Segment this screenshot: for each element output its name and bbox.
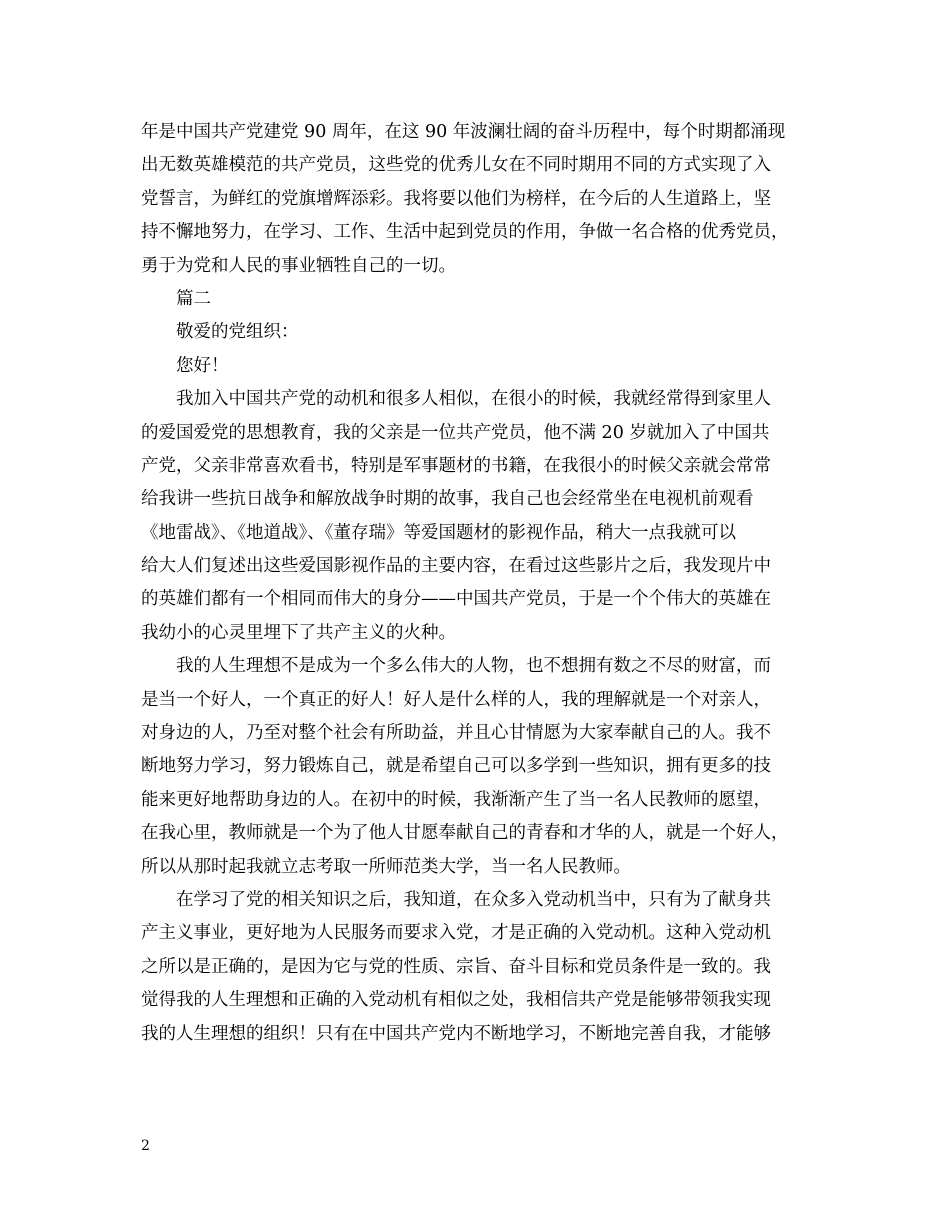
text-line: 给我讲一些抗日战争和解放战争时期的故事，我自己也会经常坐在电视机前观看	[141, 489, 754, 510]
page-number: 2	[141, 1138, 150, 1154]
text-line: 勇于为党和人民的事业牺牲自己的一切。	[141, 255, 456, 276]
text-line: 的爱国爱党的思想教育，我的父亲是一位共产党员，他不满 20 岁就加入了中国共	[141, 422, 770, 443]
text-line: 在学习了党的相关知识之后，我知道，在众多入党动机当中，只有为了献身共	[176, 889, 771, 910]
text-line: 《地雷战》、《地道战》、《董存瑞》等爱国题材的影视作品，稍大一点我就可以	[141, 522, 736, 543]
text-line: 所以从那时起我就立志考取一所师范类大学，当一名人民教师。	[141, 856, 631, 877]
text-line: 我加入中国共产党的动机和很多人相似，在很小的时候，我就经常得到家里人	[176, 389, 771, 410]
text-line: 的英雄们都有一个相同而伟大的身分——中国共产党员，于是一个个伟大的英雄在	[141, 589, 771, 610]
text-line: 能来更好地帮助身边的人。在初中的时候，我渐渐产生了当一名人民教师的愿望，	[141, 789, 771, 810]
text-line: 在我心里，教师就是一个为了他人甘愿奉献自己的青春和才华的人，就是一个好人，	[141, 823, 789, 844]
text-line: 我的人生理想的组织！只有在中国共产党内不断地学习，不断地完善自我，才能够	[141, 1023, 771, 1044]
text-line: 敬爱的党组织：	[176, 322, 299, 343]
text-line: 对身边的人，乃至对整个社会有所助益，并且心甘情愿为大家奉献自己的人。我不	[141, 723, 771, 744]
text-line: 产党，父亲非常喜欢看书，特别是军事题材的书籍，在我很小的时候父亲就会常常	[141, 455, 771, 476]
text-line: 出无数英雄模范的共产党员，这些党的优秀儿女在不同时期用不同的方式实现了入	[141, 155, 771, 176]
text-line: 党誓言，为鲜红的党旗增辉添彩。我将要以他们为榜样，在今后的人生道路上，坚	[141, 188, 771, 209]
text-line: 产主义事业，更好地为人民服务而要求入党，才是正确的入党动机。这种入党动机	[141, 923, 771, 944]
text-line: 是当一个好人，一个真正的好人！好人是什么样的人，我的理解就是一个对亲人，	[141, 689, 771, 710]
text-line: 给大人们复述出这些爱国影视作品的主要内容，在看过这些影片之后，我发现片中	[141, 556, 771, 577]
text-line: 您好！	[176, 355, 229, 376]
text-line: 断地努力学习，努力锻炼自己，就是希望自己可以多学到一些知识，拥有更多的技	[141, 756, 771, 777]
text-line: 我的人生理想不是成为一个多么伟大的人物，也不想拥有数之不尽的财富，而	[176, 656, 771, 677]
text-line: 篇二	[176, 288, 211, 309]
text-line: 持不懈地努力，在学习、工作、生活中起到党员的作用，争做一名合格的优秀党员，	[141, 222, 789, 243]
text-line: 觉得我的人生理想和正确的入党动机有相似之处，我相信共产党是能够带领我实现	[141, 990, 771, 1011]
text-line: 我幼小的心灵里埋下了共产主义的火种。	[141, 622, 456, 643]
text-line: 之所以是正确的，是因为它与党的性质、宗旨、奋斗目标和党员条件是一致的。我	[141, 956, 771, 977]
document-body	[141, 116, 809, 1051]
text-line: 年是中国共产党建党 90 周年，在这 90 年波澜壮阔的奋斗历程中，每个时期都涌现	[141, 122, 786, 142]
